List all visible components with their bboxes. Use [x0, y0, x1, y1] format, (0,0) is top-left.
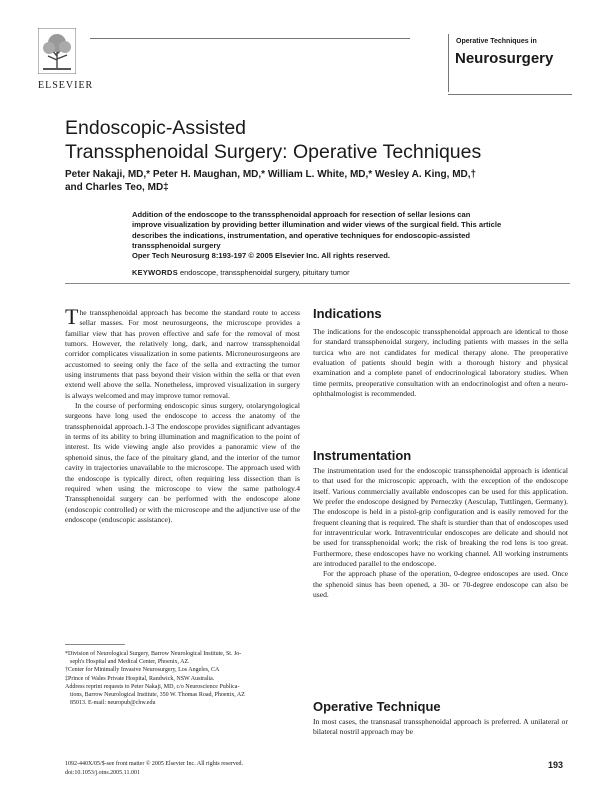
- footnote-line: ‡Prince of Wales Private Hospital, Randwick, NSW Australia.: [65, 675, 215, 682]
- intro-p1-text: he transsphenoidal approach has become the standard route to access sellar masses. For most neurosurgeons, the microscope provides a familiar view that has proven effective and safe for the removal of most tumors. However, the relatively long, dark, and narrow transsphenoidal corridor complicates visualization in some patients. Microneurosurgeons are accustomed to seeing only the face of the sella and extracting the tumor using instruments that pass beyond their vision within the sella or that even extend well above the sella. Nonetheless, improved visualization in surgery is always welcomed and may improve tumor removal.: [65, 308, 300, 400]
- copyright-line-1: 1092-440X/05/$-see front matter © 2005 Elsevier Inc. All rights reserved.: [65, 761, 244, 767]
- author-list: [65, 168, 565, 194]
- page-number: 193: [548, 760, 564, 770]
- title-line-1: Endoscopic-Assisted: [65, 117, 247, 139]
- footnote-line: 85013. E-mail: neuropub@chw.edu: [70, 700, 156, 707]
- abstract-text: Addition of the endoscope to the transsphenoidal approach for resection of sellar lesions can improve visualization by providing better illumination and wider views of the surgical field. This article describes the indications, instrumentation, and operative techniques for endoscopic-assisted transsphenoidal surgery: [132, 210, 502, 250]
- footnotes: [65, 650, 300, 707]
- footnote-line: Address reprint requests to Peter Nakaji, MD, c/o Neuroscience Publica-: [65, 683, 240, 690]
- indications-section: [313, 327, 568, 399]
- drop-cap: T: [65, 304, 79, 329]
- copyright-notice: [65, 760, 365, 777]
- indications-paragraph: The indications for the endoscopic transsphenoidal approach are identical to those for standard transsphenoidal surgery, including patients with masses in the sella turcica who are not candidates for medical therapy alone. The preoperative evaluation of patients should begin with a thorough history and physical examination and a complete panel of endocrinological laboratory studies. When time permits, preoperative consultation with an endocrinologist and often a neuro-ophthalmologist is recommended.: [313, 327, 568, 399]
- intro-column: [65, 304, 300, 525]
- journal-name: Neurosurgery: [455, 50, 554, 67]
- title-line-2: Transsphenoidal Surgery: Operative Techniques: [65, 141, 482, 163]
- footnote-line: seph's Hospital and Medical Center, Phoenix, AZ.: [70, 659, 190, 666]
- footnote-line: †Center for Minimally Invasive Neurosurgery, Los Angeles, CA: [65, 667, 220, 674]
- elsevier-tree-logo-icon: [38, 28, 76, 74]
- citation: Oper Tech Neurosurg 8:193-197 © 2005 Elsevier Inc. All rights reserved.: [132, 251, 390, 261]
- keywords: [132, 268, 502, 278]
- publisher-name: ELSEVIER: [38, 80, 94, 91]
- footnote-rule: [65, 644, 125, 645]
- keywords-text: endoscope, transsphenoidal surgery, pituitary tumor: [180, 268, 350, 277]
- doi: doi:10.1053/j.otns.2005.11.001: [65, 769, 140, 776]
- operative-technique-heading: Operative Technique: [313, 699, 441, 714]
- instrumentation-heading: Instrumentation: [313, 448, 412, 463]
- intro-paragraph-2: In the course of performing endoscopic sinus surgery, otolaryngological surgeons have long used the endoscope to access the anatomy of the transsphenoidal approach.1-3 The endoscope provides significant advantages in terms of its ability to bring illumination and magnification to the point of interest. Its wide viewing angle also provides a panoramic view of the sphenoid sinus, the face of the pituitary gland, and the interior of the tumor cavity in trajectories unavailable to the microscope. The approach used with the endoscope is typically direct, often requiring less dissection than is required when using the microscope to view the same pathology.4 Transsphenoidal surgery can be performed with the endoscope alone (endoscopic controlled) or with the microscope and the adjunctive use of the endoscope (endoscopic assistance).: [65, 401, 300, 524]
- instrumentation-section: [313, 466, 568, 600]
- abstract-divider: [65, 283, 570, 284]
- authors-line-1: Peter Nakaji, MD,* Peter H. Maughan, MD,* William L. White, MD,* Wesley A. King, MD,†: [65, 169, 477, 180]
- abstract: [132, 210, 502, 261]
- instrumentation-paragraph-2: For the approach phase of the operation, 0-degree endoscopes are used. Once the sphenoid sinus has been opened, a 30- or 70-degree endoscope can also be used.: [313, 569, 568, 600]
- keywords-label: KEYWORDS: [132, 268, 178, 277]
- footnote-line: *Division of Neurological Surgery, Barrow Neurological Institute, St. Jo-: [65, 651, 242, 657]
- article-title: [65, 116, 545, 164]
- header-rule: [90, 38, 410, 39]
- instrumentation-paragraph-1: The instrumentation used for the endoscopic transsphenoidal approach is identical to that used for the microscopic approach, with the exception of the endoscope itself. Various commercially available endoscopes can be used for this application. We prefer the endoscope designed by Perneczky (Aesculap, Tuttlingen, Germany). The endoscope is held in a pistol-grip configuration and is easily removed for the frequent cleaning that is required. The shaft is sturdier than that of endoscopes used for intraventricular work. Intraventricular endoscopes are delicate and should not be used for transsphenoidal work; the risk of breaking the rod lens is too great. Furthermore, these endoscopes have no working channel. All working instruments are introduced parallel to the endoscope.: [313, 466, 568, 569]
- indications-heading: Indications: [313, 306, 382, 321]
- intro-paragraph-1: [65, 304, 300, 401]
- operative-technique-section: [313, 717, 568, 738]
- footnote-line: tions, Barrow Neurological Institute, 350 W. Thomas Road, Phoenix, AZ: [70, 692, 245, 699]
- operative-paragraph: In most cases, the transnasal transsphenoidal approach is preferred. A unilateral or bilateral nostril approach may be: [313, 717, 568, 737]
- journal-subtitle: Operative Techniques in: [456, 38, 537, 45]
- authors-line-2: and Charles Teo, MD‡: [65, 182, 169, 193]
- journal-box-rule: [448, 94, 572, 95]
